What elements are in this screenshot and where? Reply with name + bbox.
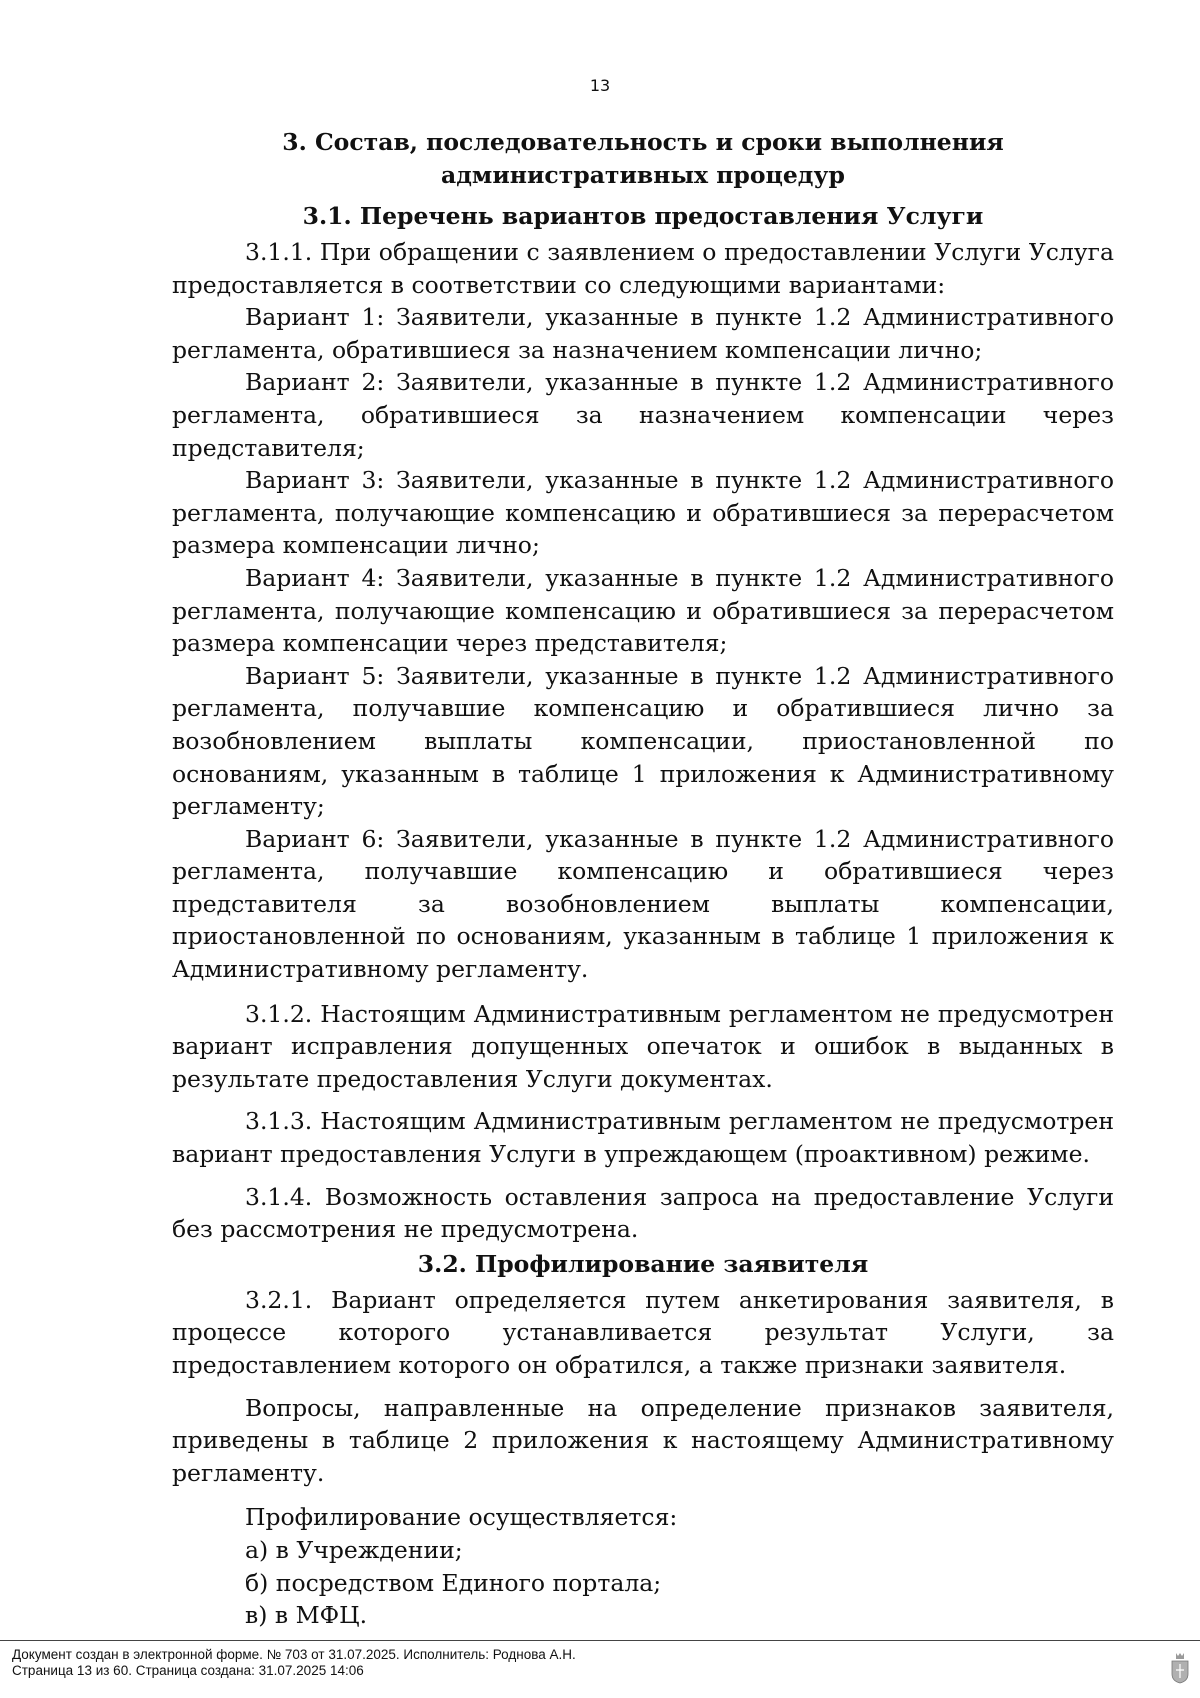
- footer-line-1: Документ создан в электронной форме. № 703 от 31.07.2025. Исполнитель: Роднова А.Н.: [12, 1647, 576, 1662]
- paragraph-3-1-3: 3.1.3. Настоящим Административным регламентом не предусмотрен вариант предоставления Услуги в упреждающем (проактивном) режиме.: [172, 1107, 1114, 1169]
- document-footer: [12, 1647, 576, 1679]
- document-body: [172, 126, 1114, 1632]
- paragraph-3-2-1: 3.2.1. Вариант определяется путем анкетирования заявителя, в процессе которого устанавливается результат Услуги, за предоставлением которого он обратился, а также признаки заявителя.: [172, 1285, 1114, 1379]
- variant-2: Вариант 2: Заявители, указанные в пункте 1.2 Административного регламента, обратившиеся за назначением компенсации через представителя;: [172, 368, 1114, 462]
- paragraph-3-1-1: 3.1.1. При обращении с заявлением о предоставлении Услуги Услуга предоставляется в соответствии со следующими вариантами:: [172, 238, 1114, 299]
- subsection-title-3-1: 3.1. Перечень вариантов предоставления Услуги: [302, 202, 984, 230]
- footer-divider: [0, 1640, 1200, 1641]
- coat-of-arms-icon: [1170, 1652, 1190, 1684]
- variant-5: Вариант 5: Заявители, указанные в пункте 1.2 Административного регламента, получавшие компенсацию и обратившиеся лично за возобновлением выплаты компенсации, приостановленной по основаниям, указанным в таблице 1 приложения к Административному регламенту;: [172, 661, 1114, 821]
- profiling-item-c: в) в МФЦ.: [245, 1601, 368, 1630]
- profiling-item-b: б) посредством Единого портала;: [245, 1568, 662, 1597]
- paragraph-questions: Вопросы, направленные на определение признаков заявителя, приведены в таблице 2 приложения к настоящему Административному регламенту.: [172, 1393, 1114, 1487]
- section-title: 3. Состав, последовательность и сроки выполнения административных процедур: [282, 128, 1004, 189]
- paragraph-3-1-4: 3.1.4. Возможность оставления запроса на предоставление Услуги без рассмотрения не предусмотрена.: [172, 1182, 1114, 1244]
- variant-4: Вариант 4: Заявители, указанные в пункте 1.2 Административного регламента, получающие компенсацию и обратившиеся за перерасчетом размера компенсации через представителя;: [172, 563, 1114, 658]
- variant-3: Вариант 3: Заявители, указанные в пункте 1.2 Административного регламента, получающие компенсацию и обратившиеся за перерасчетом размера компенсации лично;: [172, 466, 1114, 560]
- profiling-intro: Профилирование осуществляется:: [245, 1503, 678, 1532]
- variant-6: Вариант 6: Заявители, указанные в пункте 1.2 Административного регламента, получавшие компенсацию и обратившиеся через представителя за возобновлением выплаты компенсации, приостановленной по основаниям, указанным в таблице 1 приложения к Административному регламенту.: [172, 824, 1114, 984]
- subsection-title-3-2: 3.2. Профилирование заявителя: [417, 1249, 869, 1278]
- footer-line-2: Страница 13 из 60. Страница создана: 31.07.2025 14:06: [12, 1663, 364, 1678]
- paragraph-3-1-2: 3.1.2. Настоящим Административным регламентом не предусмотрен вариант исправления допущенных опечаток и ошибок в выданных в результате предоставления Услуги документах.: [172, 999, 1114, 1093]
- profiling-item-a: а) в Учреждении;: [245, 1535, 463, 1564]
- page-number: 13: [589, 76, 611, 95]
- variant-1: Вариант 1: Заявители, указанные в пункте 1.2 Административного регламента, обратившиеся за назначением компенсации лично;: [172, 303, 1114, 364]
